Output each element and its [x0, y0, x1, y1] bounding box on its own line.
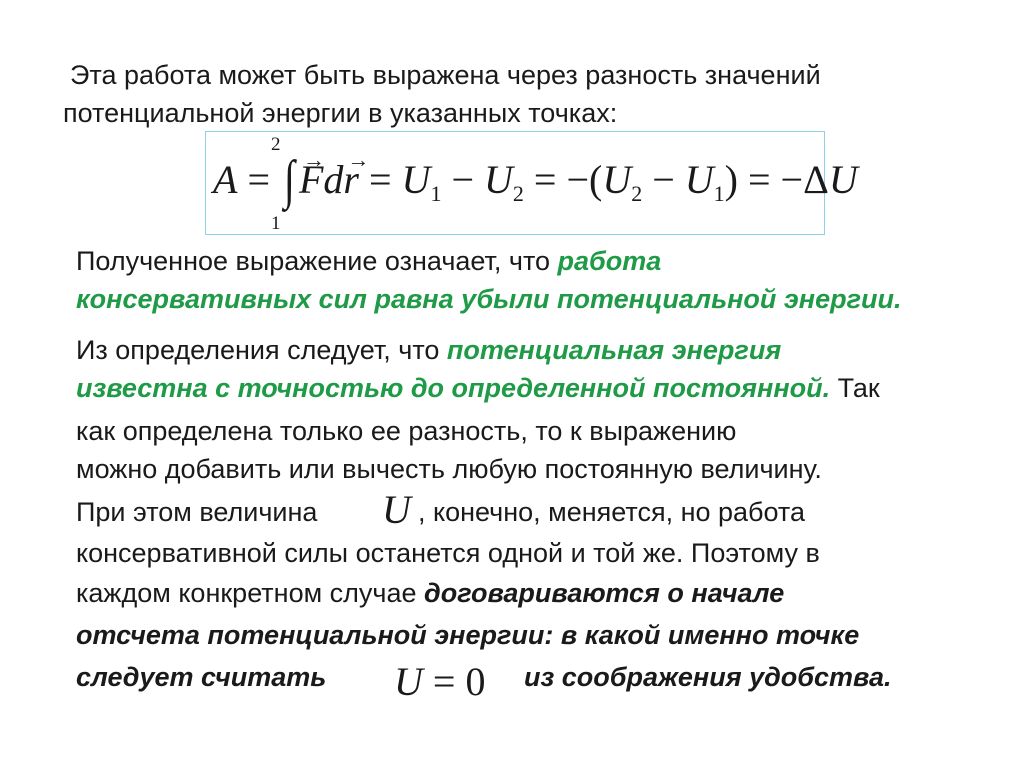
integral-lower-limit: 1: [271, 213, 281, 234]
para2-text-2: Так: [830, 373, 880, 403]
para2-highlight-1: потенциальная энергия: [446, 335, 782, 365]
para1-line-2: консервативных сил равна убыли потенциальной энергии.: [76, 284, 902, 314]
intro-line-1: Эта работа может быть выражена через разность значений: [70, 60, 821, 90]
para2-highlight-2: известна с точностью до определенной постоянной.: [76, 373, 831, 403]
para2-line-3: как определена только ее разность, то к выражению: [76, 416, 737, 446]
integral-upper-limit: 2: [271, 134, 281, 155]
para2-line-9b: из соображения удобства.: [524, 662, 892, 692]
para1-highlight-1: работа: [557, 246, 662, 276]
para2-bold-1: договариваются о начале: [424, 578, 785, 608]
para2-line-2: [76, 371, 880, 405]
para1-text: Полученное выражение означает, что: [76, 246, 558, 276]
symbol-U: U: [382, 487, 411, 532]
para2-line-8: отсчета потенциальной энергии: в какой именно точке: [76, 620, 860, 650]
formula: A = ∫→ $Fd\to r = U_1 - U_2 = -(U_2 - U_1) = -\Delta U$: [213, 156, 858, 218]
para2-line-4: можно добавить или вычесть любую постоянную величину.: [76, 454, 822, 484]
para2-line-1: [76, 333, 781, 367]
intro-line-2: потенциальной энергии в указанных точках:: [63, 98, 618, 128]
para2-line-9a: следует считать: [76, 662, 327, 692]
para2-line-5a: При этом величина: [76, 497, 318, 527]
para2-text-7: каждом конкретном случае: [76, 578, 425, 608]
integral-sign-icon: ∫: [284, 148, 295, 210]
para2-line-6: консервативной силы останется одной и той же. Поэтому в: [76, 538, 820, 568]
para2-text-1: Из определения следует, что: [76, 335, 447, 365]
formula-u-zero: U = 0: [394, 659, 486, 704]
para1-line-1: [76, 244, 661, 278]
para2-line-5b: , конечно, меняется, но работа: [418, 497, 806, 527]
para2-line-7: [76, 576, 784, 610]
